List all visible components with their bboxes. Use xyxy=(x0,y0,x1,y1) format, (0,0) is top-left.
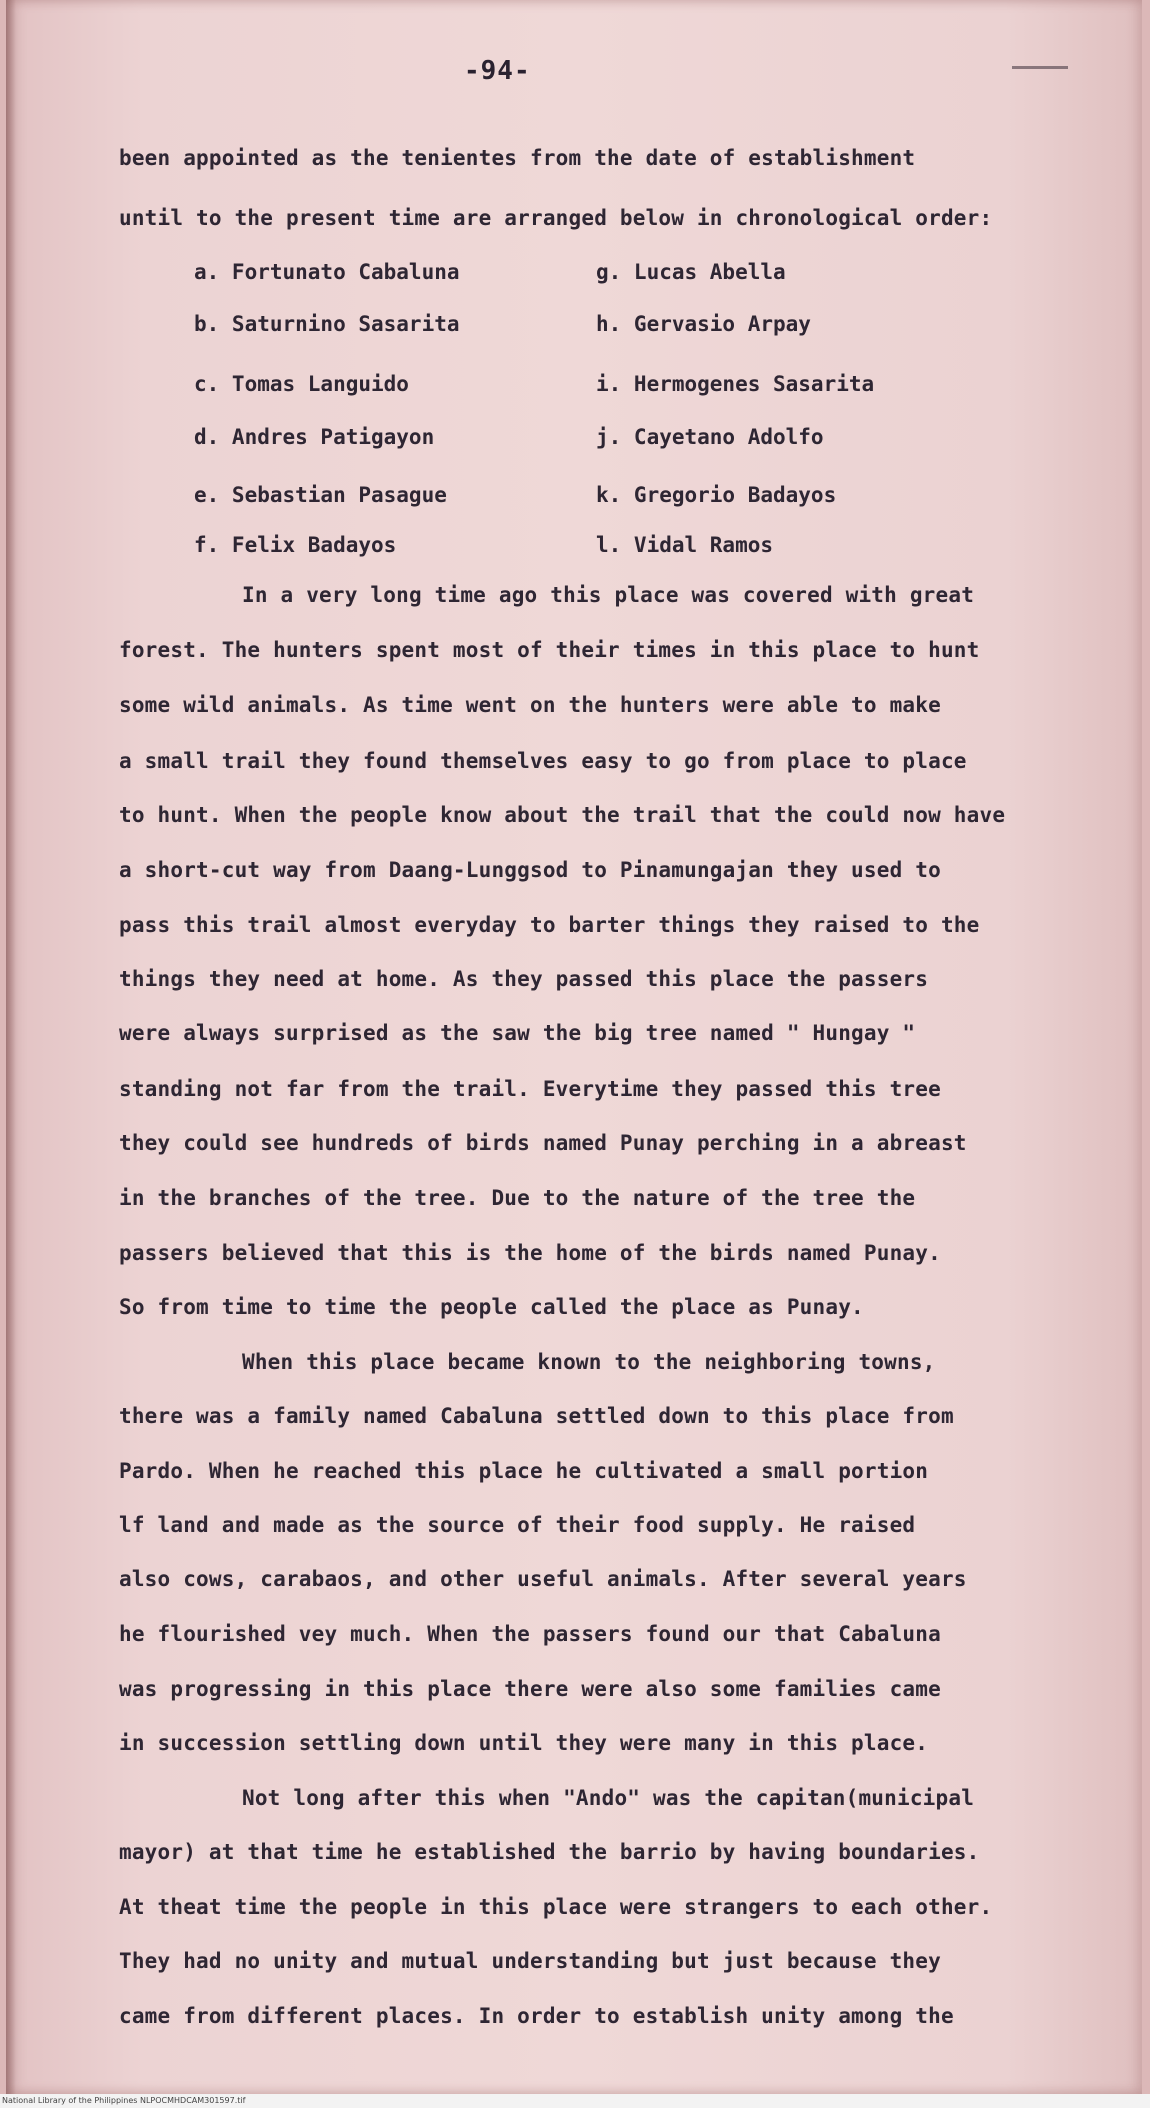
text-line: When this place became known to the neighboring towns, xyxy=(242,1350,936,1374)
page-number: -94- xyxy=(464,56,531,86)
list-item: j. Cayetano Adolfo xyxy=(596,425,824,449)
text-line: In a very long time ago this place was covered with great xyxy=(242,583,975,607)
document-page xyxy=(6,0,1142,2094)
binding-shadow xyxy=(6,0,16,2094)
text-line: So from time to time the people called the place as Punay. xyxy=(119,1295,864,1319)
list-item: i. Hermogenes Sasarita xyxy=(596,372,875,396)
text-line: was progressing in this place there were also some families came xyxy=(119,1677,941,1701)
list-item: b. Saturnino Sasarita xyxy=(194,312,460,336)
text-line: to hunt. When the people know about the trail that the could now have xyxy=(119,803,1006,827)
text-line: pass this trail almost everyday to barter things they raised to the xyxy=(119,913,980,937)
text-line: were always surprised as the saw the big tree named " Hungay " xyxy=(119,1021,916,1045)
list-item: d. Andres Patigayon xyxy=(194,425,435,449)
text-line: some wild animals. As time went on the hunters were able to make xyxy=(119,693,941,717)
scan-footer: National Library of the Philippines NLPOCMHDCAM301597.tif xyxy=(0,2094,1150,2108)
text-line: passers believed that this is the home of the birds named Punay. xyxy=(119,1241,941,1265)
text-line: in succession settling down until they were many in this place. xyxy=(119,1731,929,1755)
list-item: a. Fortunato Cabaluna xyxy=(194,260,460,284)
text-line: came from different places. In order to establish unity among the xyxy=(119,2004,954,2028)
text-line: Pardo. When he reached this place he cultivated a small portion xyxy=(119,1459,929,1483)
text-line: things they need at home. As they passed this place the passers xyxy=(119,967,929,991)
margin-mark xyxy=(1012,66,1068,69)
text-line: a short-cut way from Daang-Lunggsod to Pinamungajan they used to xyxy=(119,858,941,882)
text-line: mayor) at that time he established the barrio by having boundaries. xyxy=(119,1840,980,1864)
text-line: Not long after this when "Ando" was the capitan(municipal xyxy=(242,1786,975,1810)
text-line: lf land and made as the source of their food supply. He raised xyxy=(119,1513,916,1537)
text-line: forest. The hunters spent most of their times in this place to hunt xyxy=(119,638,980,662)
text-line: At theat time the people in this place were strangers to each other. xyxy=(119,1895,993,1919)
text-line: he flourished vey much. When the passers found our that Cabaluna xyxy=(119,1622,941,1646)
text-line: been appointed as the tenientes from the date of establishment xyxy=(119,146,916,170)
list-item: k. Gregorio Badayos xyxy=(596,483,837,507)
text-line: they could see hundreds of birds named Punay perching in a abreast xyxy=(119,1131,967,1155)
text-line: They had no unity and mutual understanding but just because they xyxy=(119,1949,941,1973)
text-line: also cows, carabaos, and other useful animals. After several years xyxy=(119,1567,967,1591)
text-line: until to the present time are arranged below in chronological order: xyxy=(119,206,993,230)
list-item: l. Vidal Ramos xyxy=(596,533,774,557)
text-line: a small trail they found themselves easy to go from place to place xyxy=(119,749,967,773)
text-line: standing not far from the trail. Everytime they passed this tree xyxy=(119,1077,941,1101)
list-item: c. Tomas Languido xyxy=(194,372,409,396)
list-item: g. Lucas Abella xyxy=(596,260,786,284)
text-line: in the branches of the tree. Due to the nature of the tree the xyxy=(119,1186,916,1210)
list-item: h. Gervasio Arpay xyxy=(596,312,811,336)
list-item: e. Sebastian Pasague xyxy=(194,483,447,507)
list-item: f. Felix Badayos xyxy=(194,533,397,557)
text-line: there was a family named Cabaluna settled down to this place from xyxy=(119,1404,954,1428)
